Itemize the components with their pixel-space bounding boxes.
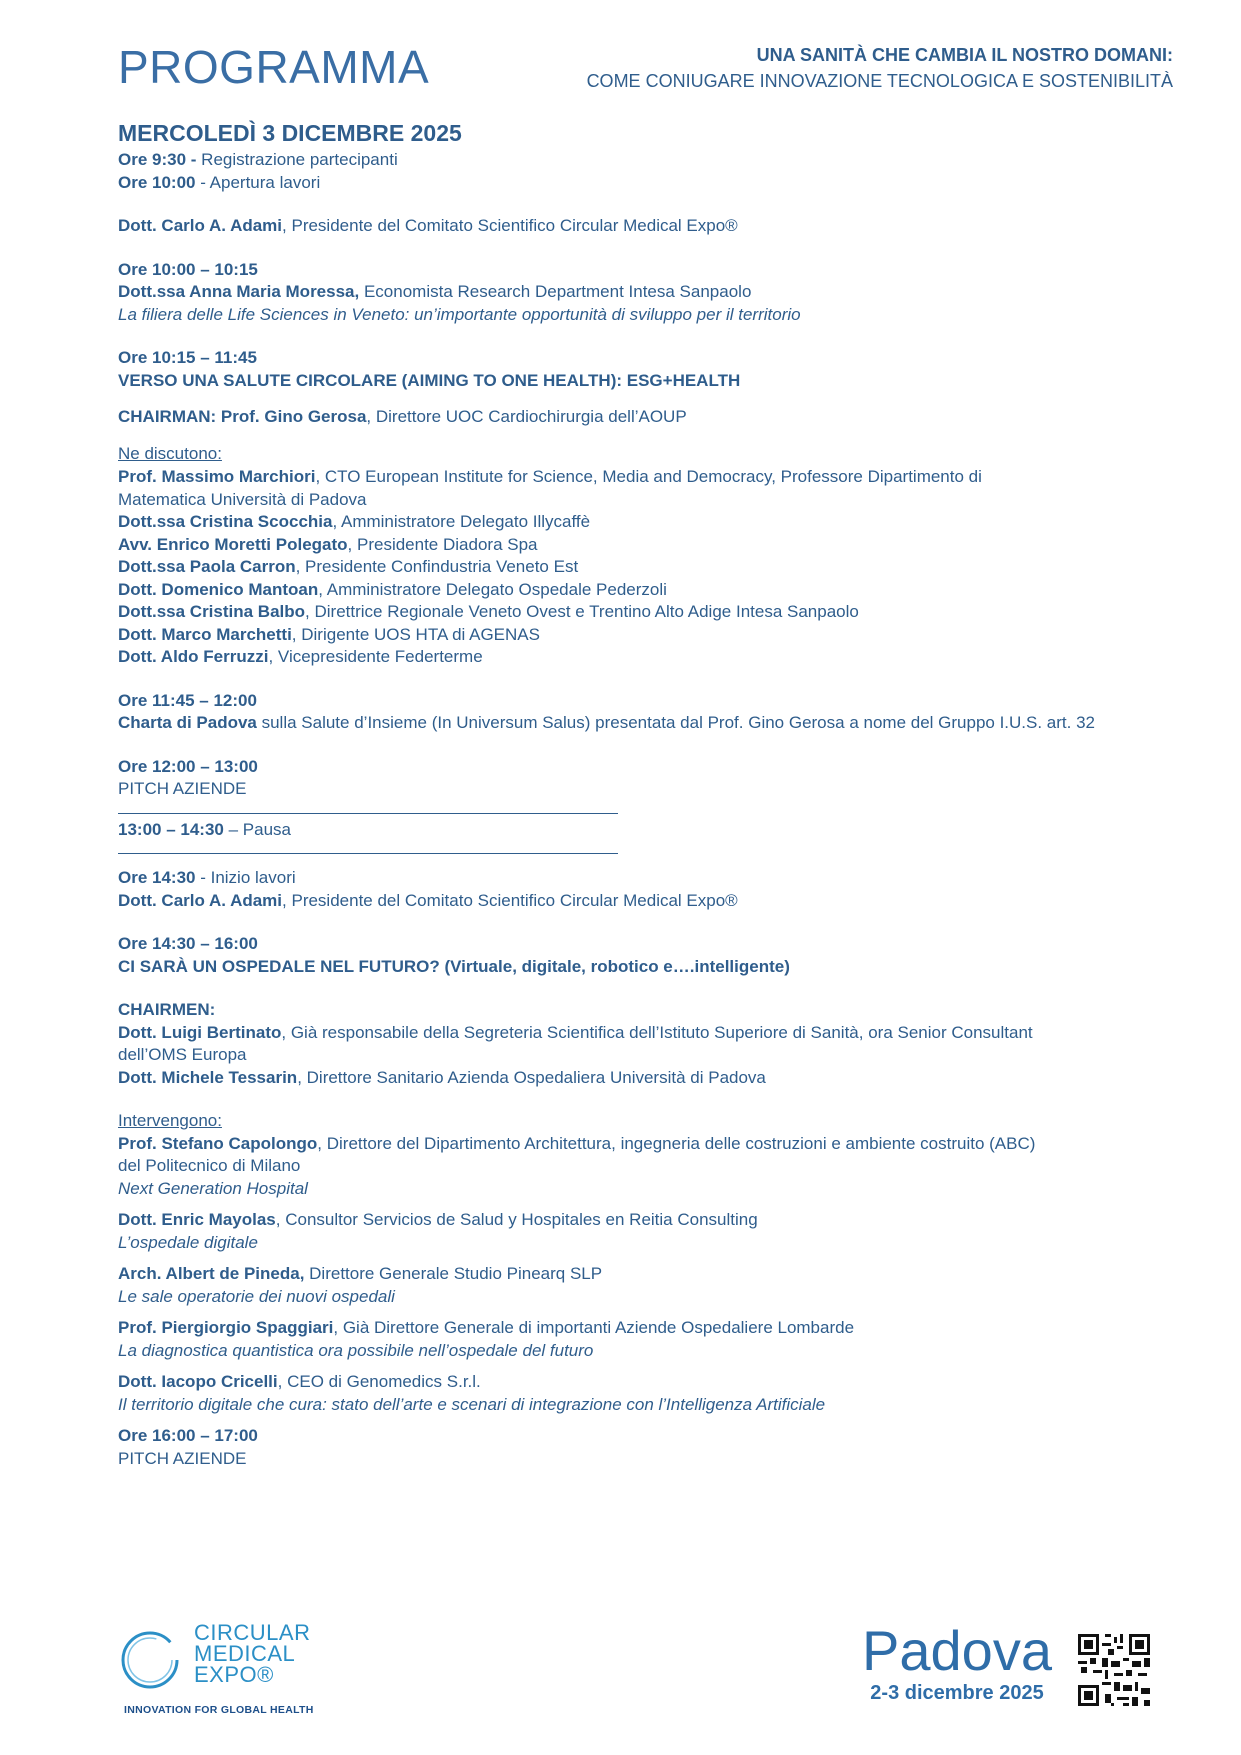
speaker-line [118, 511, 1178, 534]
speaker-name: Dott. Iacopo Cricelli [118, 1372, 278, 1391]
speaker-role: , Presidente del Comitato Scientifico Circular Medical Expo® [282, 216, 738, 235]
talk-title: La filiera delle Life Sciences in Veneto: un’importante opportunità di sviluppo per il territorio [118, 304, 801, 324]
speaker-line [118, 1263, 1178, 1286]
talk-title: Next Generation Hospital [118, 1178, 308, 1198]
talk-title: L’ospedale digitale [118, 1232, 258, 1252]
programme-body [118, 118, 1178, 1470]
session-text: PITCH AZIENDE [118, 1448, 247, 1468]
speaker-role: Direttore Generale Studio Pinearq SLP [304, 1264, 603, 1283]
time: 13:00 – 14:30 [118, 819, 224, 839]
speaker-line [118, 624, 1178, 647]
speaker-line [118, 556, 1178, 579]
speaker-name: Dott.ssa Paola Carron [118, 557, 296, 576]
schedule-line [118, 149, 1178, 172]
speaker-name: Dott.ssa Cristina Balbo [118, 602, 306, 621]
session-text: PITCH AZIENDE [118, 779, 247, 798]
speaker-line [118, 1209, 1178, 1232]
event-location [862, 1619, 1052, 1705]
speaker-line [118, 1371, 1178, 1394]
speaker-name: Arch. Albert de Pineda, [118, 1264, 305, 1283]
description: – Pausa [223, 819, 291, 839]
speaker-line [118, 890, 1178, 913]
session-time: Ore 14:30 – 16:00 [118, 934, 258, 953]
speaker-role: , Consultor Servicios de Salud y Hospitales en Reitia Consulting [275, 1210, 758, 1229]
speaker-line [118, 712, 1178, 735]
speaker-line [118, 1067, 1178, 1090]
speaker-name: Prof. Stefano Capolongo [118, 1133, 318, 1153]
divider [118, 841, 1178, 859]
event-dates: 2-3 dicembre 2025 [870, 1682, 1044, 1704]
speaker-role: , Amministratore Delegato Ospedale Pederzoli [318, 579, 667, 599]
document-name: Charta di Padova [118, 713, 257, 732]
session-time: Ore 10:00 – 10:15 [118, 259, 258, 279]
subtitle-line-2: COME CONIUGARE INNOVAZIONE TECNOLOGICA E SOSTENIBILITÀ [586, 71, 1173, 91]
logo-tagline: INNOVATION FOR GLOBAL HEALTH [124, 1704, 314, 1716]
speaker-name: Dott. Domenico Mantoan [118, 579, 319, 599]
speaker-role: , Presidente Diadora Spa [347, 534, 538, 554]
speaker-line [118, 1133, 1178, 1156]
speaker-role-cont: Matematica Università di Padova [118, 489, 367, 509]
speaker-role: , Direttrice Regionale Veneto Ovest e Trentino Alto Adige Intesa Sanpaolo [305, 602, 859, 621]
speaker-role: , CTO European Institute for Science, Media and Democracy, Professore Dipartimento di [315, 467, 982, 486]
speaker-name: Dott. Carlo A. Adami [118, 216, 283, 235]
speaker-name: Dott. Luigi Bertinato [118, 1022, 282, 1042]
description: Registrazione partecipanti [196, 150, 398, 169]
schedule-line [118, 172, 1178, 195]
speaker-name: Dott. Marco Marchetti [118, 624, 292, 644]
chair-line [118, 406, 1178, 429]
session-time: Ore 12:00 – 13:00 [118, 756, 258, 776]
session-heading: CI SARÀ UN OSPEDALE NEL FUTURO? (Virtuale, digitale, robotico e….intelligente) [118, 956, 790, 976]
speaker-name: Dott. Enric Mayolas [118, 1210, 276, 1229]
speaker-role: Economista Research Department Intesa Sanpaolo [359, 282, 752, 301]
speaker-line [118, 579, 1178, 602]
chair-name: CHAIRMAN: Prof. Gino Gerosa [118, 407, 367, 426]
logo-text-line-1: CIRCULAR [194, 1620, 311, 1645]
time: Ore 14:30 [118, 868, 196, 887]
logo-text-line-2: MEDICAL [194, 1641, 296, 1666]
speaker-name: Avv. Enrico Moretti Polegato [118, 534, 348, 554]
speaker-name: Prof. Piergiorgio Spaggiari [118, 1318, 334, 1337]
speaker-role: , Direttore del Dipartimento Architettura, ingegneria delle costruzioni e ambiente costruito (ABC) [317, 1133, 1036, 1153]
event-subtitle [587, 42, 1173, 94]
speaker-name: Dott. Carlo A. Adami [118, 890, 283, 910]
day-heading: MERCOLEDÌ 3 DICEMBRE 2025 [118, 120, 462, 146]
speaker-role-cont: dell’OMS Europa [118, 1045, 247, 1064]
pause-line [118, 819, 1178, 842]
speaker-role-cont: del Politecnico di Milano [118, 1156, 301, 1175]
speaker-role: , Dirigente UOS HTA di AGENAS [291, 624, 540, 644]
logo-text-line-3: EXPO® [194, 1662, 274, 1687]
speaker-line [118, 1022, 1178, 1045]
circular-medical-expo-logo [118, 1622, 358, 1722]
speaker-role: , Già responsabile della Segreteria Scientifica dell’Istituto Superiore di Sanità, ora Senior Consultant [281, 1022, 1033, 1042]
talk-title: La diagnostica quantistica ora possibile nell’ospedale del futuro [118, 1340, 594, 1360]
session-heading: VERSO UNA SALUTE CIRCOLARE (AIMING TO ONE HEALTH): ESG+HEALTH [118, 370, 741, 390]
speaker-role: , Amministratore Delegato Illycaffè [332, 512, 591, 531]
time: Ore 10:00 [118, 172, 196, 192]
subtitle-line-1: UNA SANITÀ CHE CAMBIA IL NOSTRO DOMANI: [756, 45, 1173, 65]
speaker-role: , Vicepresidente Federterme [268, 647, 483, 666]
speaker-line [118, 1317, 1178, 1340]
speaker-role: , CEO di Genomedics S.r.l. [277, 1372, 481, 1391]
speaker-line [118, 534, 1178, 557]
speakers-label: Intervengono: [118, 1111, 222, 1130]
speaker-name: Dott. Michele Tessarin [118, 1067, 298, 1087]
speaker-line [118, 601, 1178, 624]
speaker-role: , Presidente Confindustria Veneto Est [295, 557, 579, 576]
speaker-line [118, 466, 1178, 489]
talk-title: Le sale operatorie dei nuovi ospedali [118, 1286, 395, 1306]
session-time: Ore 11:45 – 12:00 [118, 690, 257, 710]
description: - Inizio lavori [195, 868, 296, 887]
speaker-role: , Presidente del Comitato Scientifico Circular Medical Expo® [282, 890, 738, 910]
page-title: PROGRAMMA [118, 41, 430, 93]
talk-title: Il territorio digitale che cura: stato dell’arte e scenari di integrazione con l’Intelligenza Artificiale [118, 1394, 826, 1414]
session-time: Ore 16:00 – 17:00 [118, 1426, 258, 1445]
panel-label: Ne discutono: [118, 443, 222, 463]
speaker-line [118, 215, 1178, 238]
speaker-role: , Direttore Sanitario Azienda Ospedaliera Università di Padova [297, 1067, 766, 1087]
speaker-name: Dott.ssa Anna Maria Moressa, [118, 282, 360, 301]
speaker-role: , Già Direttore Generale di importanti Aziende Ospedaliere Lombarde [333, 1318, 855, 1337]
speaker-name: Dott.ssa Cristina Scocchia [118, 512, 333, 531]
speaker-name: Prof. Massimo Marchiori [118, 467, 316, 486]
description: - Apertura lavori [195, 172, 321, 192]
speaker-line [118, 281, 1178, 304]
description: sulla Salute d’Insieme (In Universum Salus) presentata dal Prof. Gino Gerosa a nome del Gruppo I.U.S. art. 32 [256, 713, 1096, 732]
schedule-line [118, 867, 1178, 890]
chairs-label: CHAIRMEN: [118, 1000, 216, 1019]
logo-ring-icon [118, 1628, 182, 1692]
qr-code-icon [1078, 1634, 1150, 1706]
time: Ore 9:30 - [118, 150, 197, 169]
speaker-line [118, 646, 1178, 669]
city-name: Padova [862, 1619, 1052, 1682]
divider [118, 801, 1178, 819]
session-time: Ore 10:15 – 11:45 [118, 348, 257, 367]
chair-role: , Direttore UOC Cardiochirurgia dell’AOUP [366, 407, 687, 426]
speaker-name: Dott. Aldo Ferruzzi [118, 647, 269, 666]
